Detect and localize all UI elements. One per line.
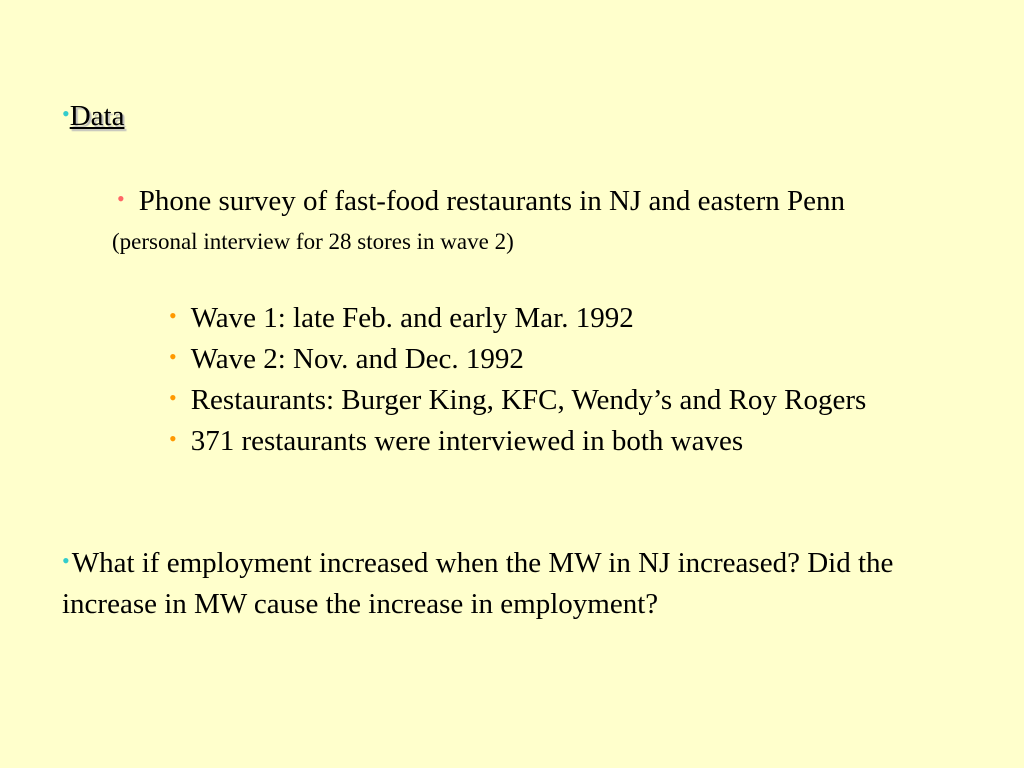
bullet-icon: •	[62, 101, 70, 126]
bullet-icon: •	[62, 548, 70, 573]
list-item	[164, 380, 984, 421]
list-item-text: Wave 2: Nov. and Dec. 1992	[190, 343, 524, 375]
heading-text: Data	[69, 100, 125, 132]
question-bullet	[62, 543, 962, 625]
bullet-icon: •	[169, 426, 177, 451]
bullet-icon: •	[169, 303, 177, 328]
list-item-text: Wave 1: late Feb. and early Mar. 1992	[190, 302, 634, 334]
bullet-icon: •	[117, 186, 125, 211]
question-text: What if employment increased when the MW in NJ increased? Did the increase in MW cause the increase in employment?	[62, 547, 894, 620]
survey-text: Phone survey of fast-food restaurants in NJ and eastern Penn	[138, 185, 845, 217]
list-item-text: Restaurants: Burger King, KFC, Wendy’s and Roy Rogers	[190, 384, 867, 416]
list-item	[164, 339, 984, 380]
list-item	[164, 421, 984, 462]
list-item-text: 371 restaurants were interviewed in both waves	[190, 425, 744, 457]
survey-bullet	[112, 182, 912, 261]
data-heading	[62, 100, 124, 133]
list-item	[164, 298, 984, 339]
bullet-icon: •	[169, 385, 177, 410]
details-list	[164, 298, 984, 462]
bullet-icon: •	[169, 344, 177, 369]
survey-note: (personal interview for 28 stores in wave 2)	[112, 229, 514, 254]
